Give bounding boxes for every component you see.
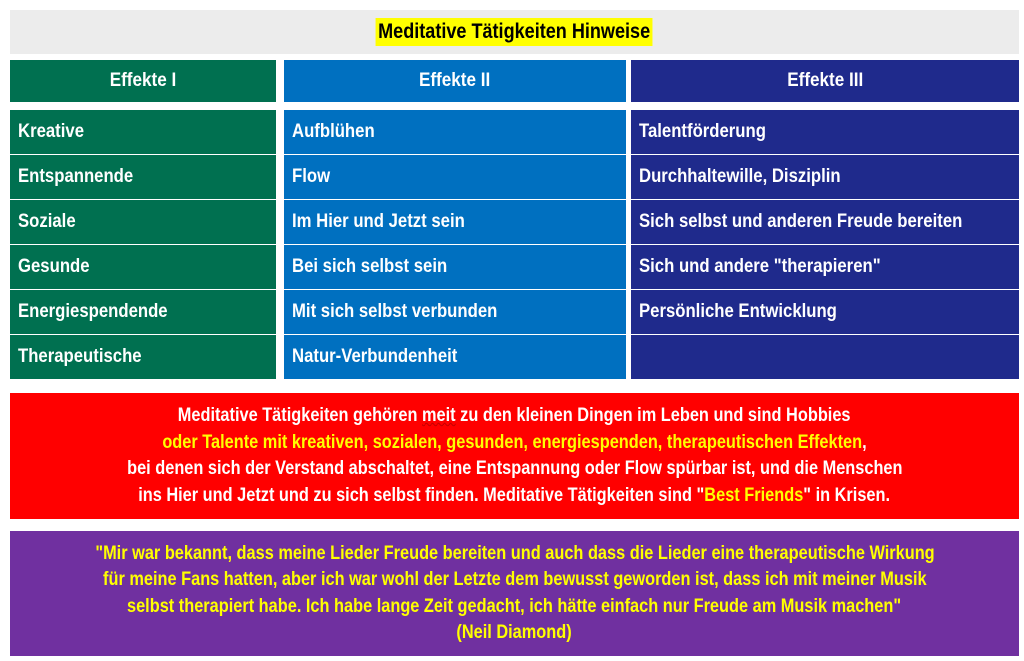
table-cell [10, 245, 276, 290]
cell-text: Entspannende [18, 166, 134, 187]
cell-text: Soziale [18, 211, 76, 232]
quote-line-2: für meine Fans hatten, aber ich war wohl der Letzte dem bewusst geworden ist, dass ich mit meiner Musik [102, 569, 927, 590]
info-line-1 [178, 403, 851, 430]
cell-text: Therapeutische [18, 346, 142, 367]
cell-text: Natur-Verbundenheit [292, 346, 458, 367]
table-cell [284, 245, 626, 290]
table-cell [631, 155, 1019, 200]
cell-text: Im Hier und Jetzt sein [292, 211, 465, 232]
header-effekte-2 [284, 60, 626, 102]
info-box [10, 393, 1019, 519]
cell-text: Energiespendende [18, 301, 168, 322]
quote-author: (Neil Diamond) [456, 622, 573, 643]
info-line-2 [162, 430, 866, 457]
info-line-3: bei denen sich der Verstand abschaltet, eine Entspannung oder Flow spürbar ist, und die Menschen [126, 458, 903, 479]
header-effekte-1 [10, 60, 276, 102]
quote-line-1: "Mir war bekannt, dass meine Lieder Freude bereiten und auch dass die Lieder eine therapeutische Wirkung [94, 542, 935, 564]
info-line-4-c: " in Krisen. [803, 484, 891, 506]
column-effekte-2 [284, 110, 626, 379]
table-cell [10, 290, 276, 335]
header-effekte-1-label: Effekte I [109, 70, 177, 91]
table-cell [10, 335, 276, 379]
quote-line-3: selbst therapiert habe. Ich habe lange Zeit gedacht, ich hätte einfach nur Freude am Musik machen" [127, 595, 902, 617]
table-cell [284, 335, 626, 379]
header-effekte-3 [631, 60, 1019, 102]
info-line-4 [139, 483, 891, 510]
table-cell [631, 245, 1019, 290]
info-line-2-highlight: oder Talente mit kreativen, sozialen, gesunden, energiespenden, therapeutischen Effekten [162, 431, 863, 453]
cell-text: Flow [292, 166, 331, 187]
info-line-1-typo: meit [422, 405, 456, 426]
table-cell [284, 290, 626, 335]
table-cell [10, 200, 276, 245]
info-line-1-c: zu den kleinen Dingen im Leben und sind Hobbies [455, 405, 851, 426]
table-cell-empty [631, 335, 1019, 379]
cell-text: Persönliche Entwicklung [639, 301, 837, 322]
info-line-4-a: ins Hier und Jetzt und zu sich selbst finden. Meditative Tätigkeiten sind " [138, 484, 705, 506]
table-cell [284, 110, 626, 155]
cell-text: Mit sich selbst verbunden [292, 301, 498, 322]
cell-text: Bei sich selbst sein [292, 256, 448, 277]
table-cell [10, 110, 276, 155]
table-cell [10, 155, 276, 200]
info-line-1-a: Meditative Tätigkeiten gehören [178, 405, 423, 426]
cell-text: Durchhaltewille, Disziplin [639, 166, 841, 187]
table-cell [631, 200, 1019, 245]
table-cell [284, 200, 626, 245]
table-cell [631, 290, 1019, 335]
table-cell [631, 110, 1019, 155]
title-bar [10, 10, 1019, 54]
info-line-4-highlight: Best Friends [704, 484, 804, 506]
cell-text: Aufblühen [292, 121, 375, 142]
info-line-2-end: , [862, 431, 867, 453]
header-effekte-3-label: Effekte III [786, 70, 864, 91]
cell-text: Sich selbst und anderen Freude bereiten [639, 211, 963, 232]
table-cell [284, 155, 626, 200]
column-effekte-1 [10, 110, 276, 379]
cell-text: Sich und andere "therapieren" [639, 256, 881, 277]
quote-box [10, 531, 1019, 656]
cell-text: Gesunde [18, 256, 90, 277]
column-effekte-3 [631, 110, 1019, 379]
header-effekte-2-label: Effekte II [419, 70, 491, 91]
page-title: Meditative Tätigkeiten Hinweise [376, 18, 653, 46]
cell-text: Kreative [18, 121, 84, 142]
cell-text: Talentförderung [639, 121, 766, 142]
